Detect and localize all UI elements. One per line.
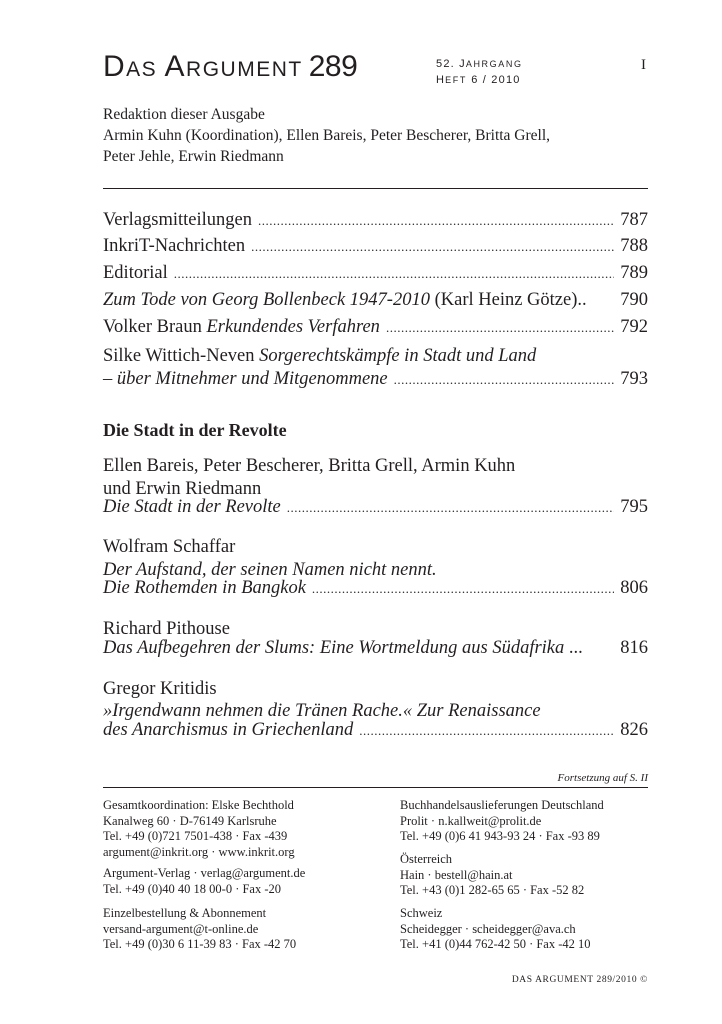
toc-entry: [103, 497, 648, 523]
issue-number: 289: [308, 50, 358, 83]
article-authors: und Erwin Riedmann: [103, 479, 262, 499]
contact-line: Einzelbestellung & Abonnement: [103, 906, 267, 920]
toc-entry: [103, 236, 648, 262]
issue-text: EFT: [445, 75, 467, 85]
toc-title: [103, 290, 587, 311]
title-part: A: [164, 50, 187, 83]
contact-line: Argument-Verlag · verlag@argument.de: [103, 866, 306, 880]
contact-line: Hain · bestell@hain.at: [400, 867, 513, 882]
editorial-board: [103, 104, 550, 167]
issue-text: H: [436, 74, 446, 86]
toc-entry: [103, 210, 648, 236]
page-number: I: [641, 57, 646, 73]
toc-page: 816: [620, 638, 648, 658]
toc-page: 789: [620, 263, 648, 283]
contact-line: Kanalweg 60 · D-76149 Karlsruhe: [103, 813, 277, 828]
toc-page: 788: [620, 236, 648, 256]
editors-heading: Redaktion dieser Ausgabe: [103, 106, 265, 123]
toc-page: 793: [620, 369, 648, 389]
toc-title: [103, 317, 380, 338]
article-author: Gregor Kritidis: [103, 679, 217, 699]
contact-line: Tel. +43 (0)1 282-65 65 · Fax -52 82: [400, 883, 585, 897]
title-italic: Der Aufstand, der seinen Namen nicht nennt.: [103, 560, 437, 580]
title-italic: Die Rothemden in Bangkok: [103, 578, 306, 598]
toc-entry: [103, 290, 648, 316]
title-italic: – über Mitnehmer und Mitgenommene: [103, 369, 388, 389]
contact-line: Tel. +49 (0)40 40 18 00-0 · Fax -20: [103, 881, 282, 896]
title-part: AS: [126, 58, 165, 81]
title-italic: Erkundendes Verfahren: [206, 317, 380, 337]
leader-dots: [386, 320, 614, 336]
contact-line: Schweiz: [400, 906, 443, 920]
toc-page: 790: [620, 290, 648, 310]
leader-dots: [287, 500, 614, 516]
contact-line: Gesamtkoordination: Elske Bechthold: [103, 798, 294, 812]
editors-names: Armin Kuhn (Koordination), Ellen Bareis, Peter Bescherer, Britta Grell,: [103, 127, 551, 144]
title-italic: des Anarchismus in Griechenland: [103, 720, 354, 740]
toc-title: InkriT-Nachrichten: [103, 236, 246, 256]
toc-page: 806: [620, 578, 648, 598]
title-italic: Zum Tode von Georg Bollenbeck 1947-2010: [103, 290, 430, 310]
leader-dots: [312, 581, 614, 597]
leader-dots: [394, 372, 614, 388]
contact-line: versand-argument@t-online.de: [103, 921, 259, 936]
toc-page: 787: [620, 210, 648, 230]
toc-entry: [103, 369, 648, 395]
toc-entry: [103, 263, 648, 289]
section-heading: Die Stadt in der Revolte: [103, 420, 287, 440]
contact-line: Österreich: [400, 852, 453, 866]
contact-line: Prolit · n.kallweit@prolit.de: [400, 813, 542, 828]
contact-distribution-ch: [400, 906, 591, 953]
contact-orders: [103, 906, 296, 953]
title-italic: Sorgerechtskämpfe in Stadt und Land: [259, 346, 537, 366]
leader-dots: [359, 723, 614, 739]
leader-dots: [258, 213, 614, 229]
author: (Karl Heinz Götze): [429, 290, 578, 310]
year-text: AHRGANG: [465, 59, 523, 69]
divider: [103, 188, 648, 189]
title-part: RGUMENT: [186, 58, 303, 81]
contact-coordination: [103, 798, 295, 860]
contact-line: Tel. +41 (0)44 762-42 50 · Fax -42 10: [400, 937, 591, 951]
author: Volker Braun: [103, 317, 207, 337]
title-italic: »Irgendwann nehmen die Tränen Rache.« Zur Renaissance: [103, 701, 541, 721]
contact-distribution-de: [400, 798, 604, 845]
contact-line: argument@inkrit.org · www.inkrit.org: [103, 844, 295, 859]
issue-text: 6 / 2010: [466, 74, 521, 86]
contact-distribution-at: [400, 852, 584, 899]
divider: [103, 787, 648, 788]
toc-title: Verlagsmitteilungen: [103, 210, 252, 230]
toc-entry: [103, 720, 648, 746]
contact-publisher: [103, 866, 305, 897]
year-text: 52. J: [436, 58, 466, 70]
toc-page: 826: [620, 720, 648, 740]
copyright-footer: DAS ARGUMENT 289/2010 ©: [511, 975, 648, 985]
toc-page: 792: [620, 317, 648, 337]
toc-entry: [103, 578, 648, 604]
leader-dots: [251, 239, 614, 255]
toc-title: [103, 638, 583, 659]
title-italic: Das Aufbegehren der Slums: Eine Wortmeldung aus Südafrika: [103, 638, 565, 658]
continued-note: Fortsetzung auf S. II: [557, 772, 648, 784]
issue-info: [436, 56, 523, 88]
toc-entry: [103, 638, 648, 664]
short-dots: ..: [577, 290, 587, 310]
issue-line: [436, 72, 523, 88]
contact-line: Tel. +49 (0)30 6 11-39 83 · Fax -42 70: [103, 937, 297, 951]
article-author: Wolfram Schaffar: [103, 537, 236, 557]
journal-title: [103, 50, 357, 84]
editors-names: Peter Jehle, Erwin Riedmann: [103, 148, 284, 165]
toc-title: Editorial: [103, 263, 168, 283]
contact-line: Buchhandelsauslieferungen Deutschland: [400, 798, 604, 812]
contact-line: Scheidegger · scheidegger@ava.ch: [400, 921, 576, 936]
toc-entry-line1: [103, 343, 536, 369]
contact-line: Tel. +49 (0)721 7501-438 · Fax -439: [103, 829, 288, 843]
author: Silke Wittich-Neven: [103, 346, 260, 366]
toc-page: 795: [620, 497, 648, 517]
article-authors: Ellen Bareis, Peter Bescherer, Britta Grell, Armin Kuhn: [103, 456, 516, 476]
year-line: [436, 56, 523, 72]
article-author: Richard Pithouse: [103, 619, 230, 639]
title-part: D: [103, 50, 127, 83]
toc-entry: [103, 317, 648, 343]
short-dots: ...: [564, 638, 583, 658]
leader-dots: [174, 266, 614, 282]
title-italic: Die Stadt in der Revolte: [103, 497, 281, 517]
contact-line: Tel. +49 (0)6 41 943-93 24 · Fax -93 89: [400, 829, 600, 843]
